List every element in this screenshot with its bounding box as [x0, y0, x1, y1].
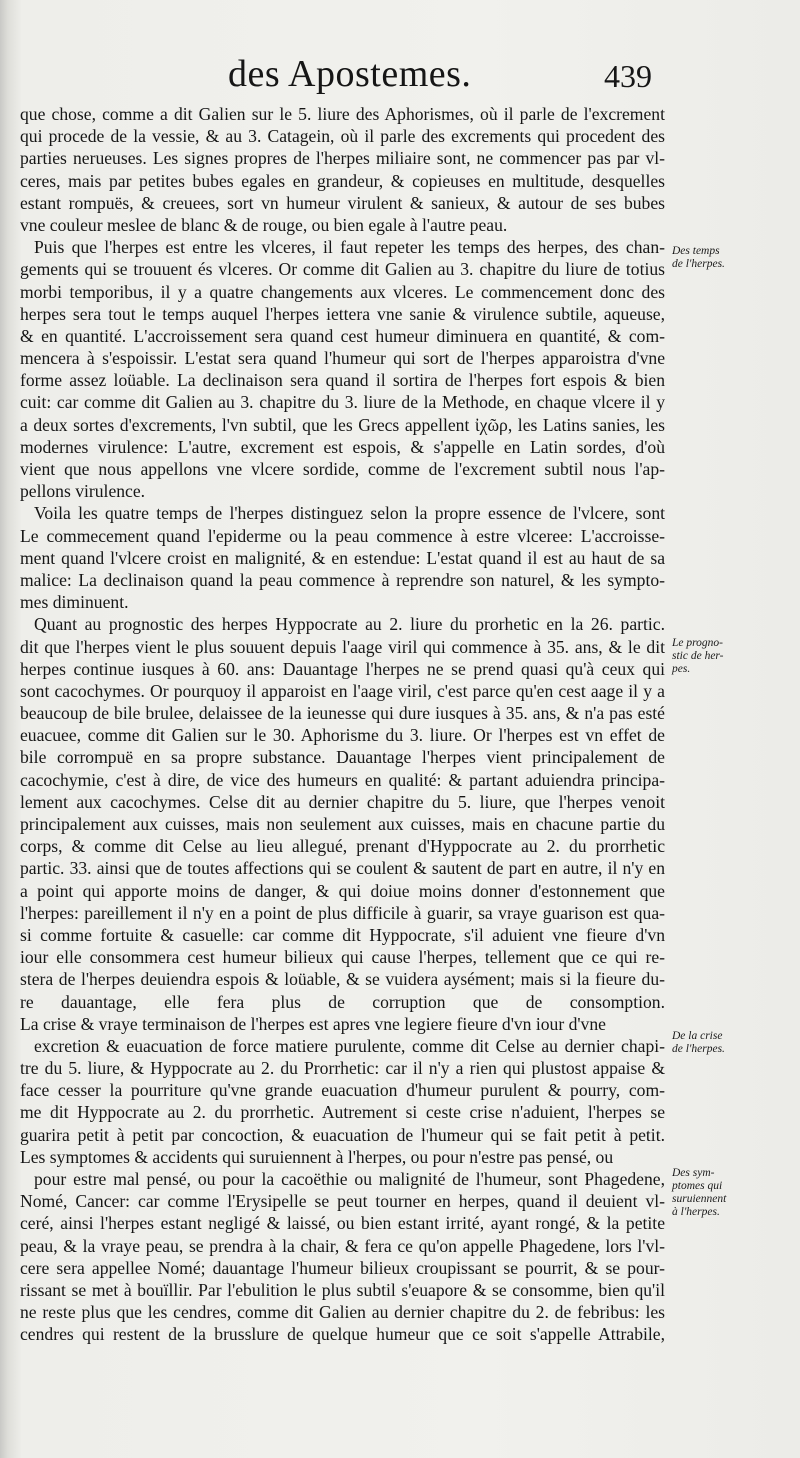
- text-line: modernes virulence: L'autre, excrement est espois, & s'appelle en Latin sordes, d'où: [20, 436, 665, 457]
- text-line: guarira petit à petit par concoction, & euacuation de l'humeur qui se fait petit à petit.: [20, 1124, 665, 1145]
- margin-note-line: Le progno-: [672, 637, 724, 649]
- text-line: mencera à s'espoissir. L'estat sera quand l'humeur qui sort de l'herpes apparoistra d'vne: [20, 348, 665, 369]
- page-number: 439: [604, 58, 652, 94]
- text-line: cendres qui restent de la brusslure de quelque humeur que ce soit s'appelle Attrabile,: [20, 1324, 665, 1345]
- text-line: euacuee, comme dit Galien sur le 30. Aphorisme du 3. liure. Or l'herpes est vn effet de: [20, 725, 665, 746]
- text-line: pellons virulence.: [20, 481, 146, 502]
- text-line: forme assez loüable. La declinaison sera quand il sortira de l'herpes fort espois & bien: [20, 370, 665, 391]
- text-line: qui procede de la vessie, & au 3. Catagein, où il parle des excrements qui procedent des: [20, 126, 665, 147]
- page-header: [0, 52, 800, 102]
- text-line: Les symptomes & accidents qui suruiennent à l'herpes, ou pour n'estre pas pensé, ou: [20, 1146, 614, 1167]
- text-line: estant rompuës, & creuees, sort vn humeur virulent & sanieux, & autour de ses bubes: [20, 192, 665, 213]
- text-line: que chose, comme a dit Galien sur le 5. liure des Aphorismes, où il parle de l'excrement: [20, 104, 665, 124]
- margin-note-line: Des sym-: [672, 1167, 715, 1179]
- text-line: lement aux cacochymes. Celse dit au dernier chapitre du 5. liure, que l'herpes venoit: [20, 791, 665, 812]
- text-line: peau, & la vraye peau, se prendra à la chair, & fera ce qu'on appelle Phagedene, lors l'vl-: [20, 1235, 665, 1256]
- margin-note-prognostic: [672, 637, 800, 676]
- margin-note-line: suruiennent: [672, 1193, 727, 1205]
- text-line: dit que l'herpes vient le plus souuent depuis l'aage viril qui commence à 35. ans, & le dit: [20, 636, 665, 657]
- text-line: si comme fortuite & casuelle: car comme dit Hyppocrate, s'il aduient vne fieure d'vn: [20, 924, 665, 945]
- text-line: face cesser la pourriture qu'vne grande euacuation d'humeur purulent & pourry, com-: [20, 1080, 665, 1101]
- text-line: malice: La declinaison quand la peau commence à reprendre son naturel, & les sympto-: [20, 569, 665, 590]
- text-line: stera de l'herpes deuiendra espois & loüable, & se vuidera aysément; mais si la fieure du-: [20, 969, 665, 990]
- text-line: Quant au prognostic des herpes Hyppocrate au 2. liure du prorhetic en la 26. partic.: [34, 614, 665, 635]
- text-line: Voila les quatre temps de l'herpes distinguez selon la propre essence de l'vlcere, sont: [34, 503, 665, 524]
- margin-note-line: stic de her-: [672, 650, 724, 662]
- margin-note-line: de l'herpes.: [672, 1043, 725, 1055]
- text-line: vient que nous appellons vne vlcere sordide, comme de l'excrement subtil nous l'ap-: [20, 459, 665, 479]
- text-line: ceres, mais par petites bubes egales en grandeur, & copieuses en multitude, desquelles: [20, 170, 665, 191]
- text-line: corps, & comme dit Celse au lieu allegué, prenant d'Hyppocrate au 2. du prorrhetic: [20, 836, 665, 857]
- text-line: beaucoup de bile brulee, delaissee de la ieunesse qui dure iusques à 35. ans, & n'a pas esté: [20, 703, 665, 724]
- text-line: & en quantité. L'accroissement sera quand cest humeur diminuera en quantité, & com-: [20, 325, 665, 346]
- text-line: vne couleur meslee de blanc & de rouge, ou bien egale à l'autre peau.: [20, 214, 508, 235]
- text-line: me dit Hyppocrate au 2. du prorrhetic. Autrement si ceste crise n'aduient, l'herpes se: [20, 1102, 665, 1123]
- text-line: ment quand l'vlcere croist en malignité, & en estendue: L'estat quand il est au haut de sa: [20, 547, 665, 568]
- text-line: Nomé, Cancer: car comme l'Erysipelle se peut tourner en herpes, quand il deuient vl-: [20, 1191, 665, 1212]
- margin-note-line: de l'herpes.: [672, 258, 725, 270]
- text-line: [20, 1346, 665, 1368]
- text-line: gements qui se trouuent és vlceres. Or comme dit Galien au 3. chapitre du liure de totius: [20, 259, 665, 280]
- text-line: excretion & euacuation de force matiere purulente, comme dit Celse au dernier chapi-: [34, 1035, 665, 1056]
- text-line: Puis que l'herpes est entre les vlceres, il faut repeter les temps des herpes, des chan-: [34, 237, 665, 258]
- margin-note-symptomes: [672, 1167, 800, 1219]
- text-line: partic. 33. ainsi que de toutes affections qui se coulent & sautent de part en autre, il n'y en: [20, 858, 665, 879]
- margin-note-line: à l'herpes.: [672, 1206, 720, 1218]
- text-line: re dauantage, elle fera plus de corruption que de consomption.: [20, 991, 665, 1012]
- margin-note-line: De la crise: [672, 1030, 723, 1042]
- text-line: cacochymie, c'est à dire, de vice des humeurs en qualité: & partant aduiendra principa-: [20, 769, 665, 790]
- text-line: Le commecement quand l'epiderme ou la peau commence à estre vlceree: L'accroisse-: [20, 525, 665, 546]
- text-line: ceré, ainsi l'herpes estant negligé & laissé, ou bien estant irrité, ayant rongé, & la petite: [20, 1213, 665, 1234]
- running-title: des Apostemes.: [228, 53, 472, 95]
- text-line: bile corrompuë en sa propre substance. Dauantage l'herpes vient principalement de: [20, 747, 665, 768]
- text-line: pour estre mal pensé, ou pour la cacoëthie ou malignité de l'humeur, sont Phagedene,: [34, 1169, 665, 1189]
- text-line: rissant se met à bouïllir. Par l'ebulition le plus subtil s'euapore & se consomme, bien qu'il: [20, 1279, 665, 1300]
- margin-note-line: Des temps: [672, 245, 720, 257]
- text-line: parties nerueuses. Les signes propres de l'herpes miliaire sont, ne commencer pas par vl-: [20, 148, 665, 169]
- margin-note-line: pes.: [672, 663, 691, 675]
- margin-note-temps: [672, 245, 800, 271]
- margin-note-crise: [672, 1030, 800, 1056]
- text-line: mes diminuent.: [20, 592, 129, 613]
- text-line: ne reste plus que les cendres, comme dit Galien au dernier chapitre du 2. de febribus: les: [20, 1302, 665, 1323]
- text-line: a deux sortes d'excrements, l'vn subtil, que les Grecs appellent ἰχῶρ, les Latins sanies, les: [20, 414, 665, 435]
- body-text: [20, 103, 665, 1368]
- text-line: principalement aux cuisses, mais non seulement aux cuisses, mais en chacune partie du: [20, 814, 665, 834]
- margin-note-line: ptomes qui: [672, 1180, 723, 1192]
- text-line: herpes continue iusques à 60. ans: Dauantage l'herpes ne se prend quasi qu'à ceux qui: [20, 658, 665, 679]
- text-line: iour elle consommera cest humeur bilieux qui cause l'herpes, tellement que ce qui re-: [20, 947, 665, 968]
- text-line: a point qui apporte moins de danger, & qui doiue moins donner d'estonnement que: [20, 880, 665, 901]
- text-line: sont cacochymes. Or pourquoy il apparoist en l'aage viril, c'est parce qu'en cest aage il y a: [20, 680, 665, 701]
- text-line: l'herpes: pareillement il n'y en a point de plus difficile à guarir, sa vraye guarison est qua-: [20, 902, 665, 923]
- text-line: cuit: car comme dit Galien au 3. chapitre du 3. liure de la Methode, en chaque vlcere il y: [20, 392, 665, 413]
- text-line: tre du 5. liure, & Hyppocrate au 2. du Prorrhetic: car il n'y a rien qui plustost appaise &: [20, 1058, 665, 1079]
- text-line: herpes sera tout le temps auquel l'herpes iettera vne sanie & virulence subtile, aqueuse,: [20, 303, 665, 324]
- text-line: cere sera appellee Nomé; dauantage l'humeur bilieux croupissant se pourrit, & se pour-: [20, 1257, 665, 1278]
- text-line: morbi temporibus, il y a quatre changements aux vlceres. Le commencement donc des: [20, 281, 665, 302]
- text-line: La crise & vraye terminaison de l'herpes est apres vne legiere fieure d'vn iour d'vne: [20, 1013, 606, 1034]
